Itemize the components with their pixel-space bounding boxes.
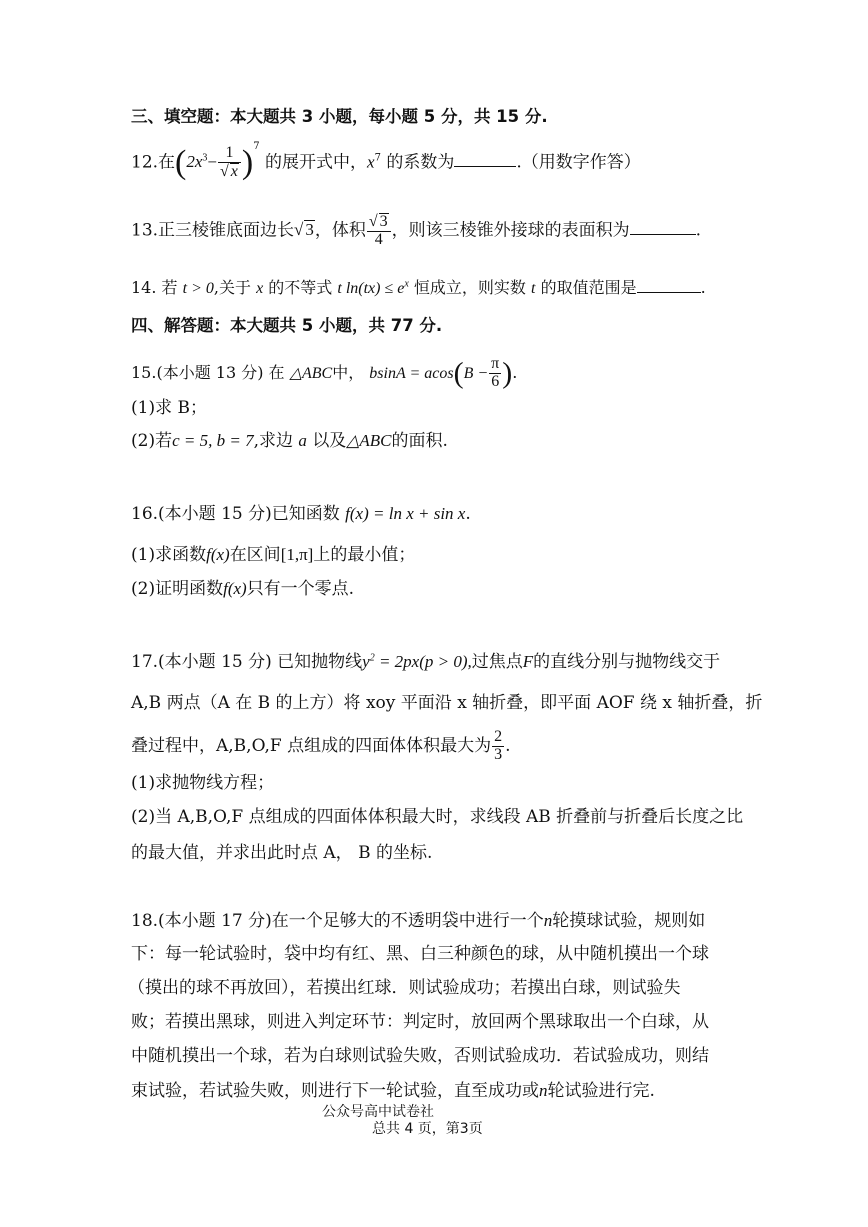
- q16-intro: 16.(本小题 15 分)已知函数: [131, 504, 340, 524]
- question-12: [131, 140, 641, 181]
- q17-part-2-line-2: 的最大值，并求出此时点 A， B 的坐标.: [131, 843, 433, 863]
- q13-end: .: [695, 220, 702, 241]
- q14-text-b: ,关于: [213, 278, 251, 297]
- q12-note: .（用数字作答）: [516, 152, 641, 173]
- q13-answer-blank[interactable]: [630, 220, 696, 235]
- q13-side-sqrt: √ 3: [294, 220, 314, 240]
- q15-part-1: (1)求 B；: [131, 398, 207, 418]
- q16-function: f(x) = ln x + sin x: [345, 504, 466, 523]
- q15-mid: 中，: [332, 362, 365, 382]
- q18-line-2: 下：每一轮试验时，袋中均有红、黑、白三种颜色的球，从中随机摸出一个球: [131, 944, 709, 964]
- q15-intro: 15.(本小题 13 分) 在: [131, 362, 285, 382]
- q13-text-a: 13.正三棱锥底面边长: [131, 220, 295, 241]
- question-17: 17.(本小题 15 分) 已知抛物线$y^2 = 2px(p > 0)$,过焦点F的直线分别与抛物线交于: [131, 652, 721, 672]
- q17-volume-fraction: $\frac{2}{3}$: [494, 728, 503, 763]
- section-heading-fill-blank: 三、填空题：本大题共 3 小题，每小题 5 分，共 15 分.: [131, 107, 548, 126]
- q14-text-e: 的取值范围是: [540, 278, 637, 297]
- q12-text-mid: 的展开式中，: [265, 152, 368, 173]
- q13-volume-fraction: $\frac{√ 3}{4}$: [367, 213, 391, 249]
- q15-end: .: [512, 362, 518, 382]
- q17-line-2: A,B 两点（A 在 B 的上方）将 xoy 平面沿 x 轴折叠，即平面 AOF 绕 x 轴折叠，折: [131, 693, 763, 713]
- question-18: 18.(本小题 17 分)在一个足够大的不透明袋中进行一个n轮摸球试验，规则如: [131, 911, 706, 931]
- q14-inequality-exp: x: [404, 278, 409, 290]
- q16-part-2: (2)证明函数f(x)只有一个零点.: [131, 579, 355, 599]
- q13-text-b: ，体积: [314, 220, 366, 241]
- q15-part2-condition: c = 5, b = 7: [172, 431, 254, 450]
- section-heading-solutions: 四、解答题：本大题共 5 小题，共 77 分.: [131, 316, 443, 335]
- q14-condition: t > 0: [182, 280, 214, 297]
- q12-term-exp: 7: [374, 152, 381, 164]
- q14-text-c: 的不等式: [268, 278, 333, 297]
- q15-triangle: △ABC: [289, 364, 333, 382]
- q14-answer-blank[interactable]: [637, 278, 701, 293]
- q15-part-2: (2)若c = 5, b = 7,求边 a 以及△ABC的面积.: [131, 431, 448, 451]
- q17-part-2-line-1: (2)当 A,B,O,F 点组成的四面体体积最大时，求线段 AB 折叠前与折叠后长度之比: [131, 807, 744, 827]
- q12-term-var: x: [367, 152, 375, 172]
- q12-fraction: $\frac{1}{√ x}$: [218, 145, 241, 181]
- q14-inequality: t ln(tx) ≤ e: [337, 280, 405, 297]
- q15-close-paren: ): [502, 356, 513, 390]
- q12-outer-exponent: 7: [253, 140, 260, 152]
- q15-open-paren: (: [453, 356, 464, 390]
- q12-number: 12.在: [131, 152, 176, 173]
- q13-text-c: ，则该三棱锥外接球的表面积为: [391, 220, 630, 241]
- q18-line-3: （摸出的球不再放回），若摸出红球．则试验成功；若摸出白球，则试验失: [128, 978, 681, 998]
- q15-pi-fraction: $\frac{\pi}{6}$: [491, 355, 500, 390]
- q14-end: .: [700, 278, 706, 297]
- q16-interval: [1,π]: [280, 545, 314, 564]
- q17-part-1: (1)求抛物线方程；: [131, 773, 275, 793]
- q15-equation-left: bsinA = acos: [369, 364, 454, 382]
- q17-line-3: 叠过程中，A,B,O,F 点组成的四面体体积最大为 $\frac{2}{3}$ .: [131, 728, 511, 763]
- q14-text-a: 14. 若: [131, 278, 178, 297]
- question-16: 16.(本小题 15 分)已知函数 f(x) = ln x + sin x.: [131, 504, 471, 524]
- q12-open-paren: (: [175, 143, 187, 181]
- question-14: [131, 278, 706, 297]
- q15-equation-b: B −: [463, 364, 489, 382]
- q18-line-6: 束试验，若试验失败，则进行下一轮试验，直至成功或n轮试验进行完.: [131, 1081, 655, 1101]
- q12-close-paren: ): [241, 143, 254, 181]
- q14-var-t: t: [531, 280, 536, 297]
- q12-term-a: $2x^3$: [186, 152, 208, 172]
- q12-minus: −: [207, 152, 218, 172]
- question-13: [131, 213, 701, 249]
- q14-var-x: x: [256, 280, 264, 297]
- q12-answer-blank[interactable]: [454, 152, 516, 167]
- q18-line-5: 中随机摸出一个球，若为白球则试验失败，否则试验成功．若试验成功，则结: [131, 1046, 709, 1066]
- q18-line-4: 败；若摸出黑球，则进入判定环节：判定时，放回两个黑球取出一个白球，从: [131, 1012, 709, 1032]
- q12-text-end: 的系数为: [386, 152, 455, 173]
- q16-part-1: (1)求函数f(x)在区间[1,π]上的最小值；: [131, 545, 416, 565]
- page-number: 总共 4 页，第3页: [372, 1121, 483, 1137]
- question-15: [131, 356, 517, 391]
- q14-text-d: 恒成立，则实数: [413, 278, 526, 297]
- q17-parabola-eq: $y^2 = 2px(p > 0)$,: [362, 652, 472, 671]
- watermark-text: 公众号高中试卷社: [322, 1104, 434, 1120]
